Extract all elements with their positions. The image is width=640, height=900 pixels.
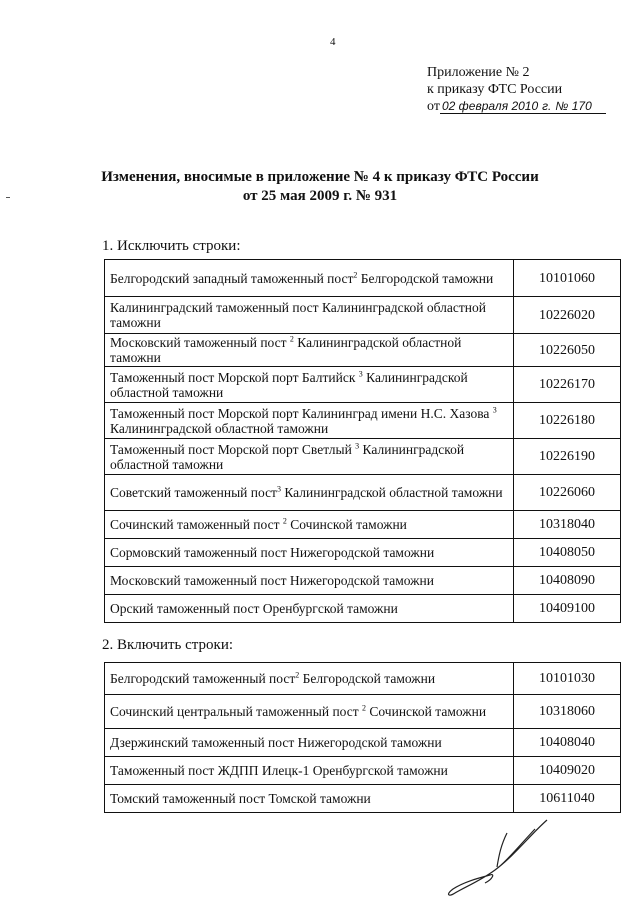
row-post-name: Орский таможенный пост Оренбургской таможни xyxy=(105,595,514,623)
row-post-name: Советский таможенный пост$^3$ Калининградской областной таможни xyxy=(105,475,514,511)
row-post-name: Белгородский таможенный пост$^2$ Белгородской таможни xyxy=(105,663,514,695)
row-post-code: 10318060 xyxy=(514,695,621,729)
table-row xyxy=(105,663,621,695)
footnote-marker: 2 xyxy=(353,270,358,279)
row-post-name: Сочинский центральный таможенный пост $^2$ Сочинской таможни xyxy=(105,695,514,729)
row-post-code: 10226180 xyxy=(514,403,621,439)
footnote-marker: 3 xyxy=(355,441,360,450)
row-post-name: Московский таможенный пост Нижегородской таможни xyxy=(105,567,514,595)
row-post-name: Таможенный пост Морской порт Калининград имени Н.С. Хазова $^3$ Калининградской областной таможни xyxy=(105,403,514,439)
table-row xyxy=(105,539,621,567)
row-post-name: Таможенный пост ЖДПП Илецк-1 Оренбургской таможни xyxy=(105,757,514,785)
row-post-code: 10408050 xyxy=(514,539,621,567)
exclude-table xyxy=(104,259,621,623)
footnote-marker: 2 xyxy=(295,670,300,680)
date-value: 02 февраля 2010 xyxy=(441,99,539,113)
row-post-code: 10611040 xyxy=(514,785,621,813)
table-row xyxy=(105,729,621,757)
row-post-name: Сормовский таможенный пост Нижегородской таможни xyxy=(105,539,514,567)
include-table xyxy=(104,662,621,813)
page-number: 4 xyxy=(330,36,336,48)
row-post-code: 10409020 xyxy=(514,757,621,785)
appendix-title: Приложение № 2 xyxy=(427,65,530,80)
table-row xyxy=(105,260,621,297)
signature-icon xyxy=(435,815,555,900)
table-row xyxy=(105,297,621,334)
table-row xyxy=(105,367,621,403)
row-post-name: Таможенный пост Морской порт Светлый $^3$ Калининградской областной таможни xyxy=(105,439,514,475)
row-post-name: Таможенный пост Морской порт Балтийск $^3$ Калининградской областной таможни xyxy=(105,367,514,403)
row-post-code: 10226170 xyxy=(514,367,621,403)
row-post-code: 10101030 xyxy=(514,663,621,695)
footnote-marker: 2 xyxy=(289,334,294,344)
row-post-code: 10408090 xyxy=(514,567,621,595)
table-row xyxy=(105,334,621,367)
date-prefix: от xyxy=(427,99,440,114)
table-row xyxy=(105,757,621,785)
row-post-name: Дзержинский таможенный пост Нижегородской таможни xyxy=(105,729,514,757)
footnote-marker: 2 xyxy=(362,703,367,713)
appendix-date-line xyxy=(427,98,606,115)
row-post-code: 10408040 xyxy=(514,729,621,757)
footnote-marker: 3 xyxy=(492,405,497,414)
table-row xyxy=(105,595,621,623)
table-row xyxy=(105,403,621,439)
table-row xyxy=(105,511,621,539)
appendix-header xyxy=(427,64,606,115)
row-post-code: 10226060 xyxy=(514,475,621,511)
row-post-name: Сочинский таможенный пост $^2$ Сочинской таможни xyxy=(105,511,514,539)
footnote-marker: 2 xyxy=(282,516,287,526)
row-post-name: Калининградский таможенный пост Калининградской областной таможни xyxy=(105,297,514,334)
row-post-code: 10318040 xyxy=(514,511,621,539)
table-row xyxy=(105,439,621,475)
footnote-marker: 3 xyxy=(358,369,363,378)
row-post-name: Томский таможенный пост Томской таможни xyxy=(105,785,514,813)
row-post-code: 10409100 xyxy=(514,595,621,623)
title-line-1: Изменения, вносимые в приложение № 4 к приказу ФТС России xyxy=(101,169,539,185)
row-post-name: Московский таможенный пост $^2$ Калининградской областной таможни xyxy=(105,334,514,367)
order-number: № 170 xyxy=(553,99,605,114)
row-post-code: 10101060 xyxy=(514,260,621,297)
document-title xyxy=(0,168,640,206)
section-exclude-heading: 1. Исключить строки: xyxy=(102,238,241,254)
row-post-code: 10226020 xyxy=(514,297,621,334)
row-post-code: 10226190 xyxy=(514,439,621,475)
table-row xyxy=(105,475,621,511)
table-row xyxy=(105,567,621,595)
row-post-name: Белгородский западный таможенный пост$^2$ Белгородской таможни xyxy=(105,260,514,297)
table-row xyxy=(105,785,621,813)
section-include-heading: 2. Включить строки: xyxy=(102,637,234,653)
appendix-order-ref: к приказу ФТС России xyxy=(427,82,563,97)
date-year-suffix: г. xyxy=(542,99,552,113)
footnote-marker: 3 xyxy=(276,484,281,494)
title-line-2: от 25 мая 2009 г. № 931 xyxy=(242,188,398,204)
table-row xyxy=(105,695,621,729)
row-post-code: 10226050 xyxy=(514,334,621,367)
